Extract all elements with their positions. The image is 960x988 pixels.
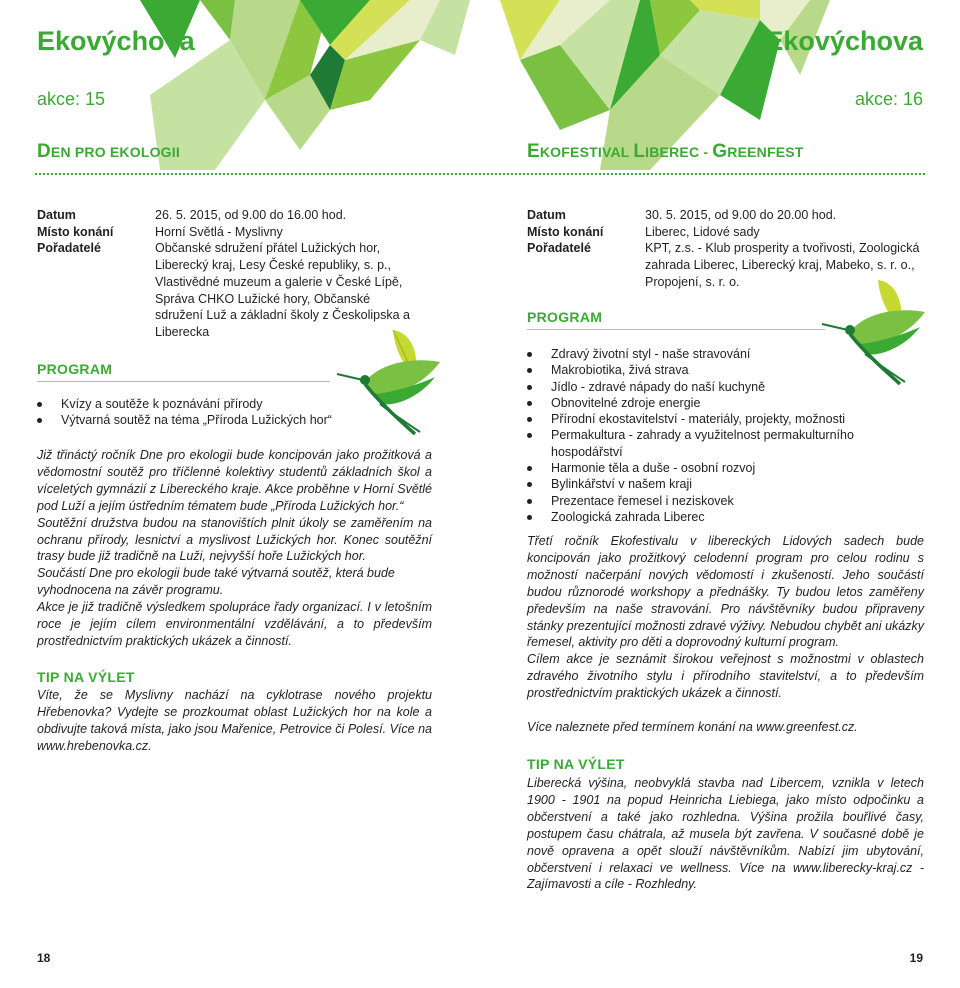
paragraph: Akce je již tradičně výsledkem spolupráce řady organizací. I v letošním roce je jejím cílem environmentální vzdělávání, a to především prostřednictvím praktických ukázek a činností. (37, 600, 432, 648)
info-label: Pořadatelé (527, 241, 591, 256)
title-rest: REENFEST (727, 144, 804, 160)
info-value: Horní Světlá - Myslivny (155, 224, 283, 239)
left-brand-title: Ekovýchova (37, 26, 195, 56)
list-item: Harmonie těla a duše - osobní rozvoj (527, 460, 927, 476)
right-brand-title: Ekovýchova (765, 26, 923, 56)
info-row (37, 207, 417, 224)
info-value: KPT, z.s. - Klub prosperity a tvořivosti, Zoologická zahrada Liberec, Liberecký kraj, Mabeko, s. r. o., Propojení, s. r. o. (645, 241, 920, 289)
info-label: Místo konání (527, 224, 604, 239)
list-item: Bylinkářství v našem kraji (527, 476, 927, 492)
title-cap: L (633, 141, 646, 162)
info-value: 26. 5. 2015, od 9.00 do 16.00 hod. (155, 208, 347, 222)
left-page-number: 18 (37, 951, 51, 965)
left-event-title-cap: D (37, 141, 51, 162)
left-event-title (37, 140, 180, 164)
left-event-title-rest: EN PRO EKOLOGII (50, 144, 180, 160)
right-description (527, 533, 924, 736)
title-cap: E (527, 141, 540, 162)
paragraph: Cílem akce je seznámit širokou veřejnost s možnostmi v oblastech zdravého životního stylu i přírodního stavitelství, a to především prostřednictvím praktických ukázek a činností. (527, 652, 924, 701)
right-tip-text (527, 775, 924, 893)
title-rest: IBEREC - (645, 144, 713, 160)
title-rest: KOFESTIVAL (539, 144, 634, 160)
list-item: Přírodní ekostavitelství - materiály, projekty, možnosti (527, 411, 927, 427)
info-value: Občanské sdružení přátel Lužických hor, Liberecký kraj, Lesy České republiky, s. p., Vlastivědné muzeum a galerie v České Lípě, Správa CHKO Lužické hory, Občanské sdružení Luž a základní školy z Českolipska a Liberecka (155, 241, 410, 339)
paragraph: Soutěžní družstva budou na stanovištích plnit úkoly se zaměřením na ochranu přírody, lesnictví a myslivost Lužických hor. Konec soutěžní trasy bude již tradičně na Luži, nejvyšší hoře Lužických hor. (37, 515, 432, 564)
list-item: Jídlo - zdravé nápady do naší kuchyně (527, 379, 927, 395)
left-tip-text (37, 687, 432, 755)
left-description (37, 447, 432, 650)
list-item: Prezentace řemesel i neziskovek (527, 493, 927, 509)
paragraph: Již třináctý ročník Dne pro ekologii bude koncipován jako prožitková a vědomostní soutěž pro tříčlenné kolektivy studentů základních škol a víceletých gymnázií z Libereckého kraje. Akce proběhne v Horní Světlé pod Luží a jejím ústředním tématem bude „Příroda Lužických hor.“ (37, 448, 432, 513)
list-item: Makrobiotika, živá strava (527, 362, 927, 378)
info-row (527, 207, 927, 224)
left-akce-number: akce: 15 (37, 89, 106, 109)
header-dotted-divider (35, 173, 925, 175)
right-program-rule (527, 329, 825, 330)
list-item: Permakultura - zahrady a využitelnost permakulturního hospodářství (527, 427, 927, 460)
info-label: Místo konání (37, 224, 114, 239)
paragraph: Součástí Dne pro ekologii bude také výtvarná soutěž, která bude vyhodnocena na závěr programu. (37, 566, 395, 598)
left-program-rule (37, 381, 330, 382)
left-program-list (37, 396, 377, 429)
right-page-number: 19 (909, 951, 923, 965)
right-event-title (527, 140, 804, 164)
list-item: Obnovitelné zdroje energie (527, 395, 927, 411)
list-item: Zoologická zahrada Liberec (527, 509, 927, 525)
paragraph: Víte, že se Myslivny nachází na cyklotrase nového projektu Hřebenovka? Vydejte se prozkoumat oblast Lužických hor na kole a obdivujte taková místa, jako jsou Mařenice, Petrovice či Polesí. Více na www.hrebenovka.cz. (37, 688, 432, 753)
left-tip-title: TIP NA VÝLET (37, 669, 135, 685)
info-label: Pořadatelé (37, 241, 101, 256)
info-value: 30. 5. 2015, od 9.00 do 20.00 hod. (645, 208, 837, 222)
right-program-list (527, 346, 927, 525)
info-row (37, 224, 417, 241)
title-cap: G (712, 141, 728, 162)
left-program-title: PROGRAM (37, 361, 113, 377)
paragraph: Liberecká výšina, neobvyklá stavba nad Libercem, vznikla v letech 1900 - 1901 na popud Heinricha Liebiega, jako místo odpočinku a občerstvení a také jako rozhledna. Výšina prožila bouřlivé časy, postupem času chátrala, až musela být zavřena. V současné době je nově opravena a opět slouží návštěvníkům. Nabízí jim ubytování, občerstvení i relaxaci ve wellness. Více na www.liberecky-kraj.cz - Zajímavosti a cíle - Rozhledny. (527, 776, 924, 892)
right-akce-number: akce: 16 (854, 89, 923, 109)
hummingbird-icon (335, 322, 445, 438)
list-item: Zdravý životní styl - naše stravování (527, 346, 927, 362)
info-row (527, 224, 927, 241)
list-item: Výtvarná soutěž na téma „Příroda Lužických hor“ (37, 412, 377, 428)
more-info-text: Více naleznete před termínem konání na www.greenfest.cz. (527, 720, 858, 735)
paragraph: Třetí ročník Ekofestivalu v libereckých Lidových sadech bude koncipován jako prožitkový celodenní program pro celou rodinu s možností načerpání nových vědomostí i zkušeností. Jeho součástí budou různorodé workshopy a přednášky. Ty budou letos zaměřeny především na naše stravování. Pro návštěvníky budou připraveny stánky prezentující možnosti zdravé výživy. Nebudou chybět ani ukázky řemesel, aktivity pro děti a doprovodný kulturní program. (527, 534, 924, 650)
info-label: Datum (527, 208, 566, 222)
list-item: Kvízy a soutěže k poznávání přírody (37, 396, 377, 412)
right-tip-title: TIP NA VÝLET (527, 756, 625, 772)
info-label: Datum (37, 208, 76, 222)
right-program-title: PROGRAM (527, 309, 603, 325)
info-value: Liberec, Lidové sady (645, 224, 760, 239)
left-info-block (37, 207, 417, 341)
